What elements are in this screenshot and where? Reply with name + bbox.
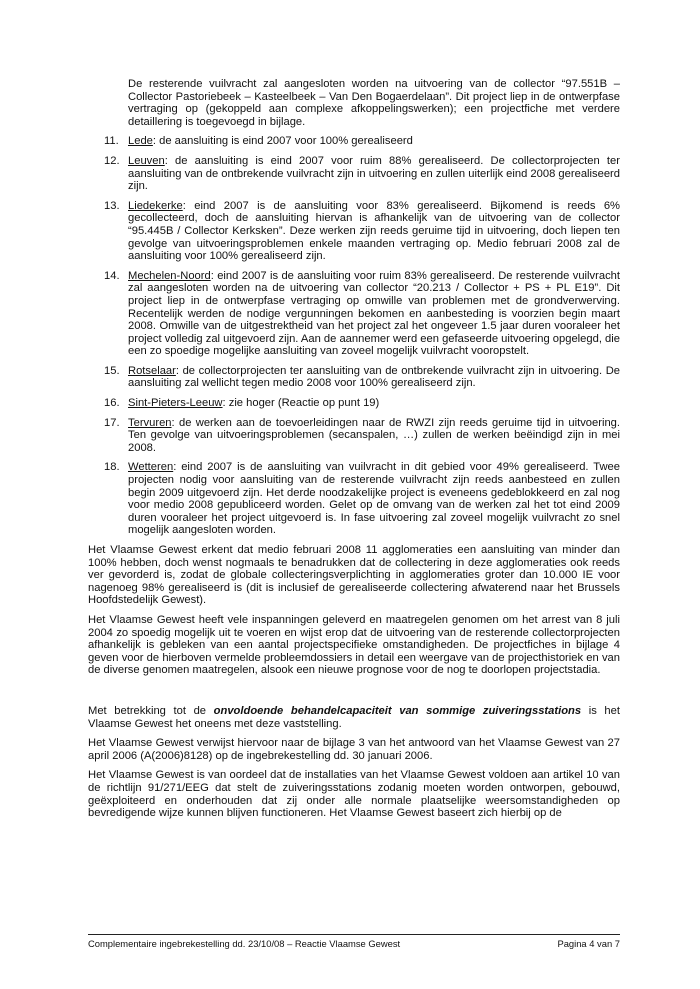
- list-item-text: : eind 2007 is de aansluiting voor 83% gerealiseerd. Bijkomend is reeds 6% gecollecteerd, doch de aansluiting hiervan is afhankelijk van de uitvoering van de collector “95.445B / Collector Kerksken”. Deze werken zijn reeds geruime tijd in uitvoering, doch liepen ten gevolge van uitvoeringsproblemen enkele maanden vertraging op. Medio februari 2008 zal de aansluiting voor 100% gerealiseerd zijn.: [128, 199, 620, 263]
- list-item-text: : de aansluiting is eind 2007 voor ruim 88% gerealiseerd. De collectorprojecten ter aansluiting van de ontbrekende vuilvracht zijn in uitvoering en zullen uiterlijk eind 2008 gerealiseerd zijn.: [128, 154, 620, 193]
- capacity-tail-text: is het Vlaamse Gewest het oneens met deze vaststelling.: [88, 704, 620, 730]
- list-item-name: Wetteren: [128, 461, 174, 474]
- list-item-text: : de werken aan de toevoerleidingen naar de RWZI zijn reeds geruime tijd in uitvoering. Ten gevolge van uitvoeringsproblemen (secanspalen, …) zullen de werken beëindigd zijn in mei 2008.: [128, 416, 620, 454]
- list-item-number: 14.: [104, 269, 120, 282]
- list-item: [88, 461, 620, 537]
- capacity-lead-text: Met betrekking tot de: [88, 704, 214, 717]
- paragraph-directive: Het Vlaamse Gewest is van oordeel dat de installaties van het Vlaamse Gewest voldoen aan artikel 10 van de richtlijn 91/271/EEG dat stelt de zuiveringsstations zodanig moeten worden ontworpen, gebouwd, geëxploiteerd en onderhouden dat zij onder alle normale plaatselijke weersomstandigheden op bevredigende wijze kunnen blijven functioneren. Het Vlaamse Gewest baseert zich hierbij op de: [88, 769, 620, 820]
- list-item-name: Tervuren: [128, 416, 172, 429]
- list-item: [88, 135, 620, 148]
- list-item: [88, 270, 620, 358]
- paragraph-efforts: Het Vlaamse Gewest heeft vele inspanningen geleverd en maatregelen genomen om het arrest van 8 juli 2004 zo spoedig mogelijk uit te voeren en wijst erop dat de uitvoering van de resterende collectorprojecten afhankelijk is gebleken van een aantal projectspecifieke omstandigheden. De projectfiches in bijlage 4 geven voor de hierboven vermelde probleemdossiers in detail een weergave van de projecthistoriek en van de diverse genomen maatregelen, alsook een nieuwe prognose voor de nog te doorlopen projectstadia.: [88, 613, 620, 677]
- list-item-name: Liedekerke: [128, 199, 183, 212]
- list-item-number: 18.: [104, 461, 120, 474]
- capacity-emphasis: onvoldoende behandelcapaciteit van sommige zuiveringsstations: [213, 704, 582, 717]
- list-item-number: 15.: [104, 364, 120, 377]
- intro-paragraph: De resterende vuilvracht zal aangesloten worden na uitvoering van de collector “97.551B – Collector Pastoriebeek – Kasteelbeek – Van Den Bogaerdelaan”. Dit project liep in de ontwerpfase vertraging op (gekoppeld aan complexe afkoppelingswerken); een projectfiche met verdere detaillering is toegevoegd in bijlage.: [128, 78, 620, 128]
- list-item-text: : de collectorprojecten ter aansluiting van de ontbrekende vuilvracht zijn in uitvoering. De aansluiting zal wellicht tegen medio 2008 voor 100% gerealiseerd zijn.: [128, 364, 620, 390]
- footer-title: Complementaire ingebrekestelling dd. 23/10/08 – Reactie Vlaamse Gewest: [88, 938, 401, 949]
- list-item: [88, 200, 620, 263]
- page-body: [88, 78, 620, 820]
- list-item: [88, 417, 620, 455]
- list-item-number: 12.: [104, 154, 120, 167]
- list-item-number: 13.: [104, 199, 120, 212]
- agglomeration-list: [88, 135, 620, 537]
- list-item-text: : eind 2007 is de aansluiting van vuilvracht in dit gebied voor 49% gerealiseerd. Twee projecten nodig voor aansluiting van de resterende vuilvracht zijn reeds aanbesteed en zullen begin 2009 uitgevoerd zijn. Het derde noodzakelijke project is eveneens gedeblokkeerd en zal nog voor medio 2008 gepubliceerd worden. Gelet op de omvang van de werken zal het tot eind 2009 duren vooraleer het project uitgevoerd is. In fase uitvoering zal zoveel mogelijk vuilvracht zo snel mogelijk aangesloten worden.: [128, 461, 620, 537]
- page-number: Pagina 4 van 7: [557, 938, 620, 949]
- list-item-number: 11.: [104, 135, 119, 148]
- list-item-text: : zie hoger (Reactie op punt 19): [222, 397, 380, 410]
- list-item-name: Lede: [128, 135, 153, 148]
- page-footer: [88, 934, 620, 949]
- list-item-name: Leuven: [128, 154, 165, 167]
- paragraph-reference: Het Vlaamse Gewest verwijst hiervoor naar de bijlage 3 van het antwoord van het Vlaamse Gewest van 27 april 2006 (A(2006)8128) op de ingebrekestelling dd. 30 januari 2006.: [88, 737, 620, 762]
- list-item: [88, 397, 620, 410]
- list-item-name: Rotselaar: [128, 364, 176, 377]
- list-item-name: Mechelen-Noord: [128, 269, 211, 282]
- paragraph-capacity: [88, 705, 620, 730]
- list-item-text: : de aansluiting is eind 2007 voor 100% gerealiseerd: [152, 135, 413, 148]
- paragraph-recognition: Het Vlaamse Gewest erkent dat medio februari 2008 11 agglomeraties een aansluiting van minder dan 100% hebben, doch wenst nogmaals te benadrukken dat de collectering in deze agglomeraties ook reeds ver gevorderd is, zodat de globale collecteringsverplichting in agglomeraties groter dan 10.000 IE voor nagenoeg 98% gerealiseerd is (dit is inclusief de gerealiseerde collectering afwaterend naar het Brussels Hoofdstedelijk Gewest).: [88, 544, 620, 607]
- list-item-text: : eind 2007 is de aansluiting voor ruim 83% gerealiseerd. De resterende vuilvracht zal aangesloten worden na de uitvoering van collector “20.213 / Collector + PS + PL E19”. Dit project liep in de ontwerpfase vertraging op omwille van problemen met de grondverwerving. Recentelijk werden de nodige vergunningen bekomen en aanbesteding is voorzien begin maart 2008. Omwille van de uitgestrektheid van het project zal het ongeveer 1.5 jaar duren vooraleer het project volledig zal uitgevoerd zijn. Aan de aannemer werd een gefaseerde uitvoering opgelegd, die een zo spoedige mogelijke aansluiting van zoveel mogelijk vuilvracht vooropstelt.: [128, 269, 620, 358]
- list-item-name: Sint-Pieters-Leeuw: [128, 397, 223, 410]
- list-item-number: 17.: [104, 416, 120, 429]
- list-item: [88, 365, 620, 390]
- list-item: [88, 155, 620, 193]
- list-item-number: 16.: [104, 397, 120, 410]
